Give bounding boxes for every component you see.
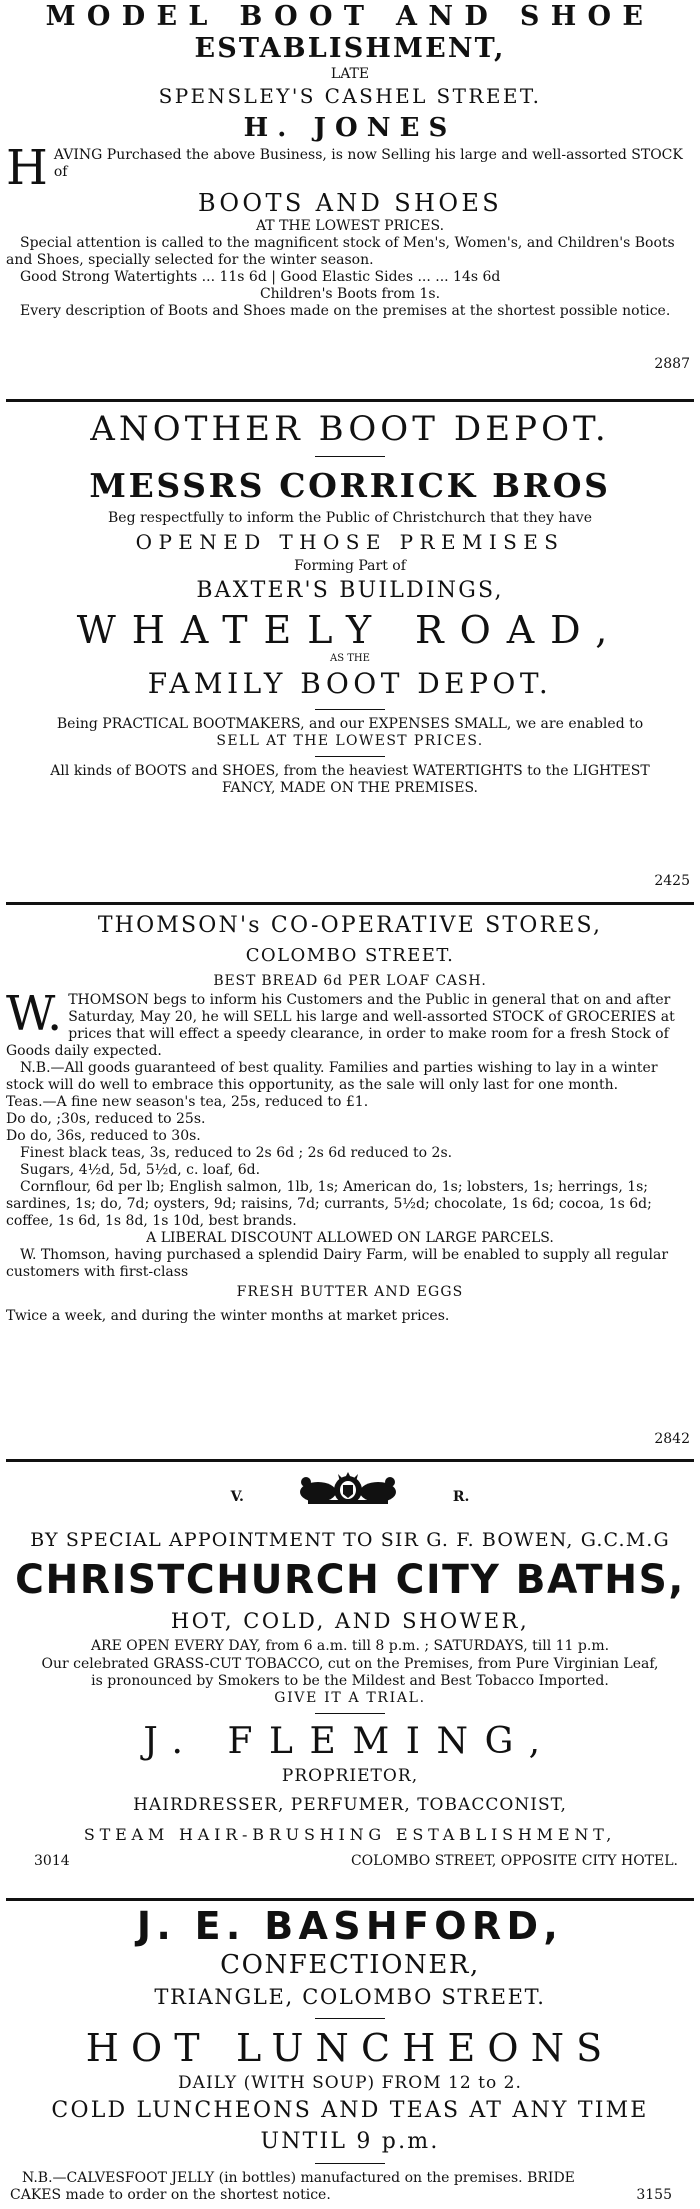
ad4-steam: STEAM HAIR-BRUSHING ESTABLISHMENT, [83, 1825, 617, 1844]
ad3-number: 2842 [654, 1431, 690, 1447]
ad3-tea-0: Teas.—A fine new season's tea, 25s, reduced to £1. [6, 1094, 369, 1110]
ad3-intro-block [6, 986, 694, 1060]
ad4-footer-row [6, 1848, 694, 1874]
ad3-cornflour: Cornflour, 6d per lb; English salmon, 1lb, 1s; American do, 1s; lobsters, 1s; herrings, 1s; sardines, 1s; do, 7d; oysters, 9d; raisins, 7d; currants, 5½d; chocolate, 1s 6d; cocoa, 1s 6d; coffee, 1s 6d, 1s 8d, 1s 10d, best brands. [6, 1179, 652, 1229]
ad3-butter: FRESH BUTTER AND EGGS [236, 1284, 464, 1300]
ad3-tea-2: Do do, 36s, reduced to 30s. [6, 1128, 201, 1144]
royal-crest-icon [288, 1468, 408, 1526]
ad2-depot: FAMILY BOOT DEPOT. [147, 667, 553, 700]
ad3-discount: A LIBERAL DISCOUNT ALLOWED ON LARGE PARCELS. [146, 1230, 554, 1246]
ad2-road: WHATELY ROAD, [76, 608, 624, 652]
ad1-item2: Children's Boots from 1s. [259, 286, 441, 302]
ad4-r: R. [452, 1489, 470, 1505]
ad1-products: BOOTS AND SHOES [197, 189, 503, 217]
ad-city-baths [6, 1468, 694, 1874]
ad-model-boot [6, 1, 694, 372]
ad2-opened: OPENED THOSE PREMISES [135, 530, 565, 554]
ad1-name: H. JONES [243, 113, 457, 143]
ad-thomson-stores [6, 910, 694, 1447]
ad2-number: 2425 [654, 873, 690, 889]
ad4-appointment: BY SPECIAL APPOINTMENT TO SIR G. F. BOWEN, G.C.M.G [30, 1529, 670, 1551]
ad5-until: UNTIL 9 p.m. [260, 2129, 440, 2154]
ad1-special: Special attention is called to the magnificent stock of Men's, Women's, and Children's Boots and Shoes, specially selected for the winter season. [6, 235, 675, 268]
ad2-beg: Beg respectfully to inform the Public of Christchurch that they have [108, 510, 592, 526]
ad3-tea-1: Do do, ;30s, reduced to 25s. [6, 1111, 206, 1127]
ad3-twice: Twice a week, and during the winter months at market prices. [6, 1308, 450, 1324]
ad3-street: COLOMBO STREET. [245, 945, 455, 966]
ad5-cold: COLD LUNCHEONS AND TEAS AT ANY TIME [51, 2098, 649, 2123]
ad2-all2: FANCY, MADE ON THE PREMISES. [221, 780, 479, 796]
ad5-footer-row [6, 2187, 694, 2204]
ad-bashford [6, 1904, 694, 2204]
ad4-v: V. [230, 1489, 244, 1505]
rule [315, 1713, 385, 1714]
ad4-title: CHRISTCHURCH CITY BATHS, [15, 1557, 685, 1603]
ad4-sub: HOT, COLD, AND SHOWER, [170, 1609, 530, 1633]
ad1-title1: MODEL BOOT AND SHOE [45, 1, 655, 32]
ad3-black: Finest black teas, 3s, reduced to 2s 6d ; 2s 6d reduced to 2s. [20, 1145, 453, 1161]
ad1-dropcap: H [6, 140, 48, 196]
ad1-title2: ESTABLISHMENT, [194, 33, 506, 64]
ad5-daily: DAILY (WITH SOUP) FROM 12 to 2. [178, 2073, 522, 2093]
separator [6, 399, 694, 402]
ad1-late: LATE [330, 66, 370, 82]
ad2-forming: Forming Part of [294, 558, 406, 574]
ad4-name: J. FLEMING, [143, 1721, 557, 1762]
ad3-nb: N.B.—All goods guaranteed of best quality. Families and parties wishing to lay in a winter stock will do well to embrace this opportunity, as the sale will only last for one month. [6, 1060, 658, 1093]
ad2-being2: SELL AT THE LOWEST PRICES. [216, 733, 484, 749]
rule [315, 756, 385, 757]
ad5-hot: HOT LUNCHEONS [85, 2026, 615, 2070]
separator [6, 1898, 694, 1901]
ad3-bread: BEST BREAD 6d PER LOAF CASH. [213, 973, 487, 989]
ad3-sugars: Sugars, 4½d, 5d, 5½d, c. loaf, 6d. [20, 1162, 261, 1178]
ad2-being1: Being PRACTICAL BOOTMAKERS, and our EXPENSES SMALL, we are enabled to [56, 716, 644, 732]
ad4-trades: HAIRDRESSER, PERFUMER, TOBACCONIST, [133, 1795, 567, 1815]
ad4-address: COLOMBO STREET, OPPOSITE CITY HOTEL. [350, 1853, 678, 1869]
ad5-trade: CONFECTIONER, [220, 1950, 480, 1980]
rule [315, 456, 385, 457]
separator [6, 902, 694, 905]
ad2-name: MESSRS CORRICK BROS [89, 466, 611, 505]
rule [315, 2018, 385, 2019]
ad3-title: THOMSON's CO-OPERATIVE STORES, [97, 913, 603, 938]
ad3-dropcap: W. [6, 986, 63, 1042]
ad4-proprietor: PROPRIETOR, [281, 1766, 419, 1786]
ad4-open: ARE OPEN EVERY DAY, from 6 a.m. till 8 p.m. ; SATURDAYS, till 11 p.m. [90, 1638, 610, 1654]
ad3-dairy: W. Thomson, having purchased a splendid Dairy Farm, will be enabled to supply all regular customers with first-class [6, 1247, 669, 1280]
ad2-baxter: BAXTER'S BUILDINGS, [196, 578, 504, 603]
ad5-address: TRIANGLE, COLOMBO STREET. [154, 1985, 546, 2009]
rule [315, 2163, 385, 2164]
ad5-name: J. E. BASHFORD, [136, 1904, 564, 1948]
ad1-title3: SPENSLEY'S CASHEL STREET. [158, 84, 542, 108]
ad2-all1: All kinds of BOOTS and SHOES, from the heaviest WATERTIGHTS to the LIGHTEST [50, 763, 650, 779]
ad3-intro: THOMSON begs to inform his Customers and the Public in general that on and after Saturday, May 20, he will SELL his large and well-assorted STOCK of GROCERIES at prices that will effect a speedy clearance, in order to make room for a fresh Stock of Goods daily expected. [6, 992, 675, 1059]
ad4-tobacco1: Our celebrated GRASS-CUT TOBACCO, cut on the Premises, from Pure Virginian Leaf, [41, 1656, 659, 1672]
separator [6, 1459, 694, 1462]
ad1-item1: Good Strong Watertights ... 11s 6d | Good Elastic Sides ... ... 14s 6d [20, 269, 501, 285]
ad1-prices: AT THE LOWEST PRICES. [255, 218, 445, 234]
ad4-number: 3014 [34, 1853, 70, 1869]
ad4-trial: GIVE IT A TRIAL. [274, 1690, 426, 1706]
ad5-nb2: CAKES made to order on the shortest notice. [10, 2187, 331, 2203]
ad4-tobacco2: is pronounced by Smokers to be the Mildest and Best Tobacco Imported. [91, 1673, 609, 1689]
ad1-intro: AVING Purchased the above Business, is now Selling his large and well-assorted STOCK of [53, 147, 683, 180]
ad4-crest-row [6, 1468, 694, 1526]
ad2-title: ANOTHER BOOT DEPOT. [90, 409, 610, 449]
ad1-intro-block [6, 140, 694, 196]
ad5-number: 3155 [636, 2187, 672, 2203]
ad1-number: 2887 [654, 356, 690, 372]
ad5-nb1: N.B.—CALVESFOOT JELLY (in bottles) manufactured on the premises. BRIDE [22, 2170, 575, 2186]
ad-corrick-bros [6, 408, 694, 889]
ad2-as-the: AS THE [330, 653, 370, 664]
ad1-every: Every description of Boots and Shoes made on the premises at the shortest possible notice. [20, 303, 671, 319]
rule [315, 709, 385, 710]
